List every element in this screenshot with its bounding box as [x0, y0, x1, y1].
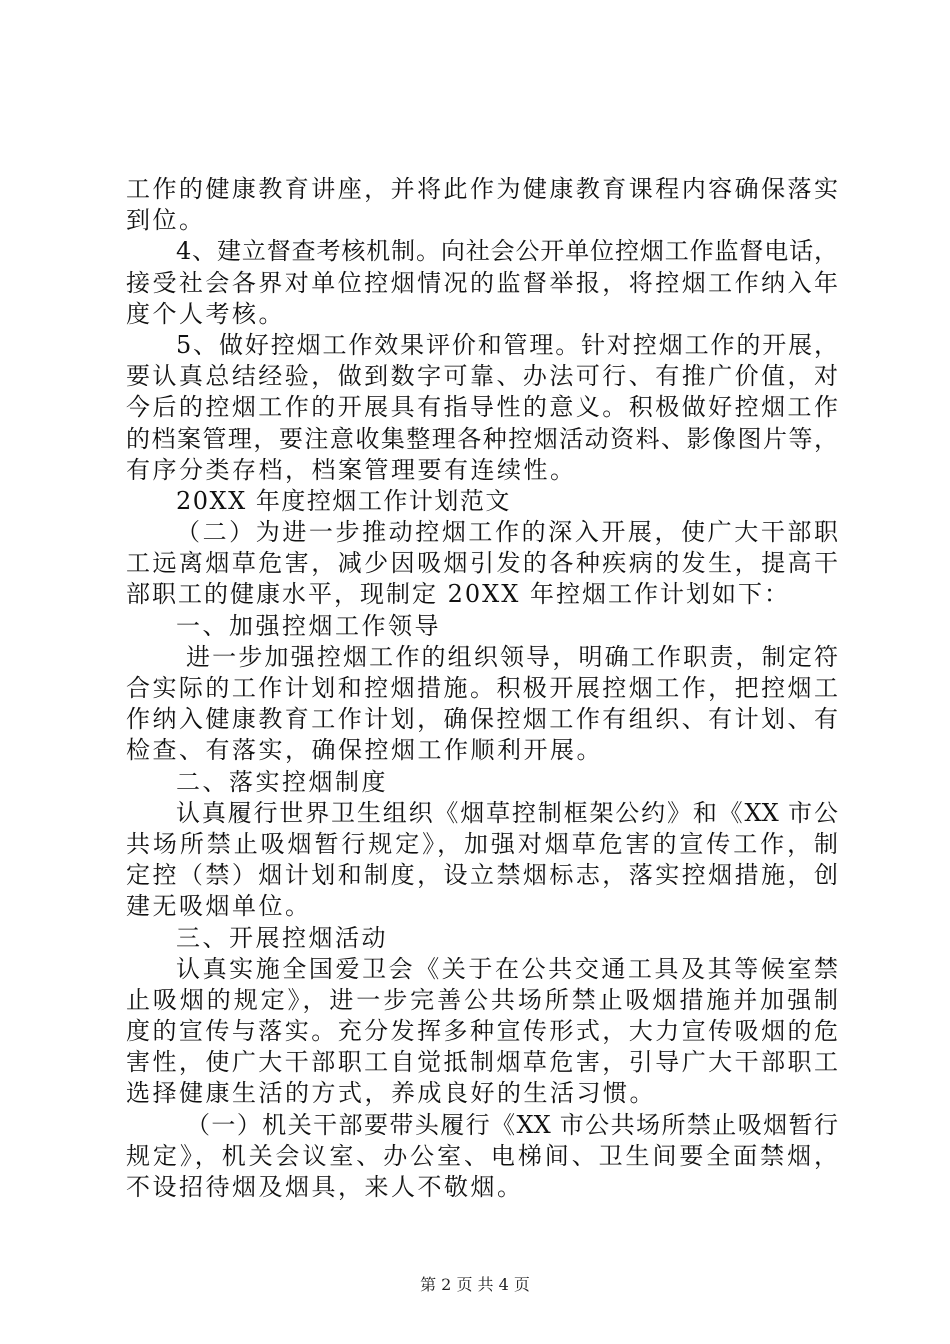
text-line: 合实际的工作计划和控烟措施。积极开展控烟工作，把控烟工: [126, 674, 838, 702]
text-line: 不设招待烟及烟具，来人不敬烟。: [126, 1173, 524, 1201]
text-line: 作纳入健康教育工作计划，确保控烟工作有组织、有计划、有: [126, 705, 838, 734]
section-heading: 三、开展控烟活动: [176, 923, 388, 952]
text-line: 建无吸烟单位。: [126, 892, 312, 921]
text-line: 进一步加强控烟工作的组织领导，明确工作职责，制定符: [186, 642, 838, 671]
text-line: 度个人考核。: [126, 299, 285, 328]
text-line: 要认真总结经验，做到数字可靠、办法可行、有推广价值，对: [126, 362, 838, 391]
text-line: （一）机关干部要带头履行《XX 市公共场所禁止吸烟暂行: [186, 1110, 838, 1139]
text-line: （二）为进一步推动控烟工作的深入开展，使广大干部职: [176, 518, 838, 547]
text-line: 接受社会各界对单位控烟情况的监督举报，将控烟工作纳入年: [126, 268, 838, 297]
text-line: 今后的控烟工作的开展具有指导性的意义。积极做好控烟工作: [126, 393, 838, 422]
text-line: 规定》，机关会议室、办公室、电梯间、卫生间要全面禁烟，: [126, 1141, 838, 1170]
text-line: 检查、有落实，确保控烟工作顺利开展。: [126, 736, 603, 765]
text-line: 的档案管理，要注意收集整理各种控烟活动资料、影像图片等，: [126, 424, 838, 453]
section-heading: 一、加强控烟工作领导: [176, 611, 441, 640]
text-line: 到位。: [126, 206, 206, 235]
text-line: 度的宣传与落实。充分发挥多种宣传形式，大力宣传吸烟的危: [126, 1017, 838, 1046]
text-line: 认真实施全国爱卫会《关于在公共交通工具及其等候室禁: [176, 954, 838, 983]
text-line: 止吸烟的规定》，进一步完善公共场所禁止吸烟措施并加强制: [126, 985, 838, 1014]
text-line: 害性，使广大干部职工自觉抵制烟草危害，引导广大干部职工: [126, 1048, 838, 1077]
text-line: 4、建立督查考核机制。向社会公开单位控烟工作监督电话，: [176, 237, 838, 266]
text-line: 认真履行世界卫生组织《烟草控制框架公约》和《XX 市公: [176, 798, 838, 827]
text-line: 工作的健康教育讲座，并将此作为健康教育课程内容确保落实: [126, 175, 838, 203]
text-line: 选择健康生活的方式，养成良好的生活习惯。: [126, 1079, 656, 1108]
text-line: 5、做好控烟工作效果评价和管理。针对控烟工作的开展，: [176, 330, 838, 359]
text-line: 部职工的健康水平，现制定 20XX 年控烟工作计划如下：: [126, 580, 790, 609]
section-heading: 二、落实控烟制度: [176, 767, 388, 796]
text-line: 工远离烟草危害，减少因吸烟引发的各种疾病的发生，提高干: [126, 549, 838, 578]
text-line: 共场所禁止吸烟暂行规定》，加强对烟草危害的宣传工作，制: [126, 829, 838, 858]
document-body: [126, 174, 838, 1203]
page-number: 第 2 页 共 4 页: [420, 1275, 530, 1294]
text-line: 定控（禁）烟计划和制度，设立禁烟标志，落实控烟措施，创: [126, 861, 838, 890]
section-heading: 20XX 年度控烟工作计划范文: [176, 486, 511, 515]
text-line: 有序分类存档，档案管理要有连续性。: [126, 455, 577, 484]
